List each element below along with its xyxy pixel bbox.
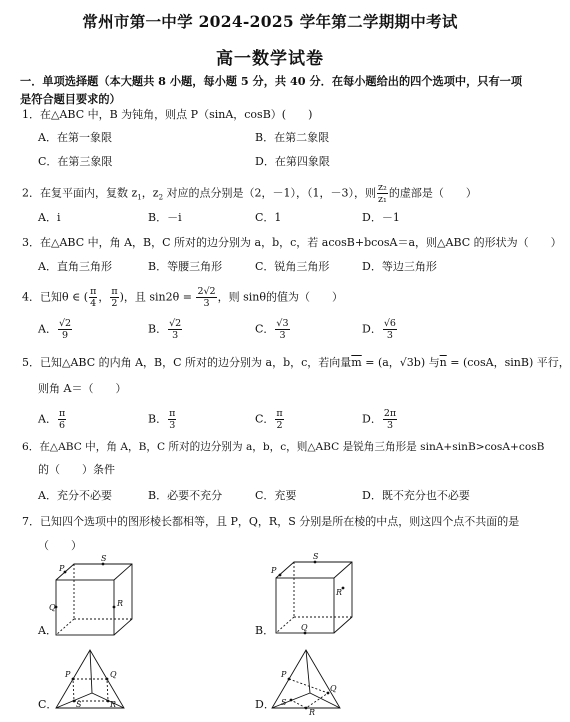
- label-q: Q: [110, 670, 117, 679]
- q4-option-frac: [58, 318, 72, 341]
- label-s: S: [281, 698, 287, 707]
- q5-option-b: [148, 408, 177, 431]
- point-s-dot: [73, 700, 76, 703]
- question-3-stem: 3．在△ABC 中，角 A，B，C 所对的边分别为 a，b，c，若 acosB+bcosA＝a，则△ABC 的形状为（ ）: [22, 236, 562, 249]
- q6-option-a: A．充分不必要: [38, 489, 112, 502]
- q1-option-d: D．在第四象限: [255, 155, 330, 168]
- q4-option-label: C．: [255, 322, 275, 336]
- question-5-stem: [22, 356, 570, 370]
- q1-option-c: C．在第三象限: [38, 155, 113, 168]
- q2-frac-den: z₁: [378, 194, 387, 205]
- q5-option-d: [362, 408, 398, 431]
- q4-frac-3-num: 2√2: [197, 286, 216, 297]
- label-s: S: [76, 700, 82, 709]
- q2-option-a: A．i: [38, 211, 61, 224]
- question-4-stem: [22, 286, 343, 309]
- q5-option-a: [38, 408, 67, 431]
- label-s: S: [313, 552, 319, 561]
- question-7-stem-line2: （ ）: [38, 539, 82, 552]
- q7-option-a: A．: [38, 624, 57, 637]
- q4-frac-1-den: 4: [90, 298, 97, 309]
- q4-opt-num: √3: [276, 318, 289, 329]
- q4-option-frac: [275, 318, 289, 341]
- q2-sub1: 1: [137, 193, 142, 202]
- q4-opt-den: 9: [61, 330, 69, 341]
- q3-option-d: D．等边三角形: [362, 260, 437, 273]
- q2-fraction: [377, 182, 388, 205]
- question-5-stem-line2: 则角 A＝（ ）: [38, 382, 127, 395]
- q3-option-c: C．锐角三角形: [255, 260, 330, 273]
- label-r: R: [309, 708, 316, 717]
- q1-option-a: A．在第一象限: [38, 131, 112, 144]
- q5-option-label: D．: [362, 412, 382, 426]
- q4-opt-num: √6: [383, 318, 396, 329]
- question-6-stem: 6．在△ABC 中，角 A，B，C 所对的边分别为 a，b，c，则△ABC 是锐角三角形是 sinA+sinB>cosA+cosB: [22, 441, 545, 453]
- q4-frac-2-den: 2: [111, 298, 118, 309]
- cube-a-edge: [114, 564, 132, 580]
- label-p: P: [281, 670, 287, 679]
- label-p: P: [271, 566, 277, 575]
- q2-stem-part: 2．在复平面内，复数 z: [22, 186, 138, 200]
- q4-option-d: [362, 318, 398, 341]
- point-r-dot: [113, 606, 116, 609]
- q2-stem-part: 对应的点分别是（2，－1），（1，－3），则: [163, 186, 377, 200]
- point-r-dot: [107, 700, 110, 703]
- q4-opt-den: 3: [279, 330, 286, 341]
- q4-frac-1: [89, 286, 97, 309]
- q5-option-label: B．: [148, 412, 168, 426]
- q3-option-a: A．直角三角形: [38, 260, 112, 273]
- q4-option-frac: [383, 318, 397, 341]
- q5-option-frac: [275, 408, 283, 431]
- q5-option-frac: [58, 408, 66, 431]
- q5-stem-part: 5．已知△ABC 的内角 A，B，C 所对的边分别为 a，b，c，若向量: [22, 356, 352, 369]
- q2-stem-part: 的虚部是（ ）: [388, 186, 477, 200]
- label-r: R: [117, 599, 124, 608]
- q5-stem-part: = (a，√3b) 与: [361, 356, 440, 369]
- point-s-dot: [314, 561, 317, 564]
- label-q: Q: [330, 684, 337, 693]
- q4-stem-part: )，且 sin2θ =: [119, 290, 196, 304]
- point-s-dot: [102, 563, 105, 566]
- point-r-dot: [305, 707, 308, 710]
- point-s-dot: [290, 699, 293, 702]
- q1-option-b: B．在第二象限: [255, 131, 330, 144]
- q5-opt-num: 2π: [383, 408, 397, 419]
- q5-opt-den: 6: [59, 420, 66, 431]
- label-q: Q: [49, 603, 56, 612]
- q4-stem-part: 4．已知θ ∈ (: [22, 290, 89, 304]
- q4-frac-2-num: π: [111, 286, 118, 297]
- vector-n: $\overline{n}$: [439, 356, 447, 369]
- question-7-stem: 7．已知四个选项中的图形棱长都相等，且 P，Q，R，S 分别是所在棱的中点，则这四个点不共面的是: [22, 515, 520, 528]
- q5-option-label: A．: [38, 412, 57, 426]
- point-q-dot: [327, 692, 330, 695]
- q4-opt-num: √2: [169, 318, 182, 329]
- tetrahedron-figure-d: [268, 648, 348, 716]
- q4-option-b: [148, 318, 183, 341]
- q5-opt-den: 2: [276, 420, 283, 431]
- q6-option-c: C．充要: [255, 489, 297, 502]
- q5-opt-num: π: [58, 408, 66, 419]
- cube-b-edge: [334, 562, 352, 578]
- point-q-dot: [106, 678, 109, 681]
- q4-option-frac: [168, 318, 182, 341]
- q5-option-frac: [383, 408, 397, 431]
- section-heading: 一．单项选择题（本大题共 8 小题，每小题 5 分，共 40 分．在每小题给出的四个选项中，只有一项是符合题目要求的）: [20, 74, 523, 106]
- question-2-stem: [22, 182, 477, 205]
- point-p-dot: [72, 678, 75, 681]
- label-p: P: [65, 670, 71, 679]
- point-p-dot: [279, 574, 282, 577]
- q4-opt-den: 3: [172, 330, 179, 341]
- label-r: R: [336, 588, 343, 597]
- q2-sub2: 2: [158, 193, 164, 202]
- tetra-c-edge: [90, 650, 92, 693]
- q5-option-frac: [168, 408, 176, 431]
- q2-option-b: B．－i: [148, 211, 182, 224]
- point-p-dot: [288, 678, 291, 681]
- q2-option-d: D．－1: [362, 211, 400, 224]
- q4-frac-3-den: 3: [203, 298, 210, 309]
- tetrahedron-figure-c: [52, 648, 132, 716]
- q2-stem-part: ，z: [141, 186, 159, 200]
- q2-option-c: C．1: [255, 211, 282, 224]
- q6-option-b: B．必要不充分: [148, 489, 223, 502]
- q4-stem-part: ，则 sinθ的值为（ ）: [217, 290, 343, 304]
- q5-option-c: [255, 408, 285, 431]
- q7-option-b: B．: [255, 624, 275, 637]
- q4-option-a: [38, 318, 73, 341]
- point-q-dot: [304, 632, 307, 635]
- question-6-stem-line2: 的（ ）条件: [38, 463, 115, 476]
- q3-option-b: B．等腰三角形: [148, 260, 223, 273]
- question-1-stem: 1．在△ABC 中，B 为钝角，则点 P（sinA，cosB）( ): [22, 108, 313, 121]
- q4-frac-2: [110, 286, 118, 309]
- q4-opt-num: √2: [58, 318, 72, 329]
- q4-option-label: B．: [148, 322, 168, 336]
- q4-option-label: D．: [362, 322, 382, 336]
- q5-stem-part: = (cosA，sinB) 平行，: [446, 356, 570, 369]
- q7-option-c: C．: [38, 698, 58, 711]
- q6-option-d: D．既不充分也不必要: [362, 489, 470, 502]
- q4-option-c: [255, 318, 291, 341]
- q5-opt-num: π: [276, 408, 283, 419]
- q5-opt-num: π: [169, 408, 176, 419]
- label-q: Q: [301, 623, 308, 632]
- q2-frac-num: z₂: [378, 182, 387, 193]
- exam-title: 常州市第一中学 2024-2025 学年第二学期期中考试: [82, 12, 458, 31]
- label-r: R: [110, 700, 117, 709]
- q5-opt-den: 3: [386, 420, 393, 431]
- cube-figure-b: [268, 552, 360, 638]
- q4-frac-3: [196, 286, 216, 309]
- q4-frac-1-num: π: [90, 286, 97, 297]
- q5-opt-den: 3: [169, 420, 176, 431]
- q4-option-label: A．: [38, 322, 57, 336]
- q5-option-label: C．: [255, 412, 275, 426]
- q7-option-d: D．: [255, 698, 275, 711]
- vector-m: $\overline{m}$: [351, 356, 362, 369]
- label-p: P: [59, 564, 65, 573]
- label-s: S: [101, 554, 107, 563]
- q4-comma: ，: [98, 290, 110, 304]
- q4-opt-den: 3: [386, 330, 393, 341]
- exam-subtitle: 高一数学试卷: [216, 49, 324, 69]
- cube-figure-a: [48, 554, 138, 640]
